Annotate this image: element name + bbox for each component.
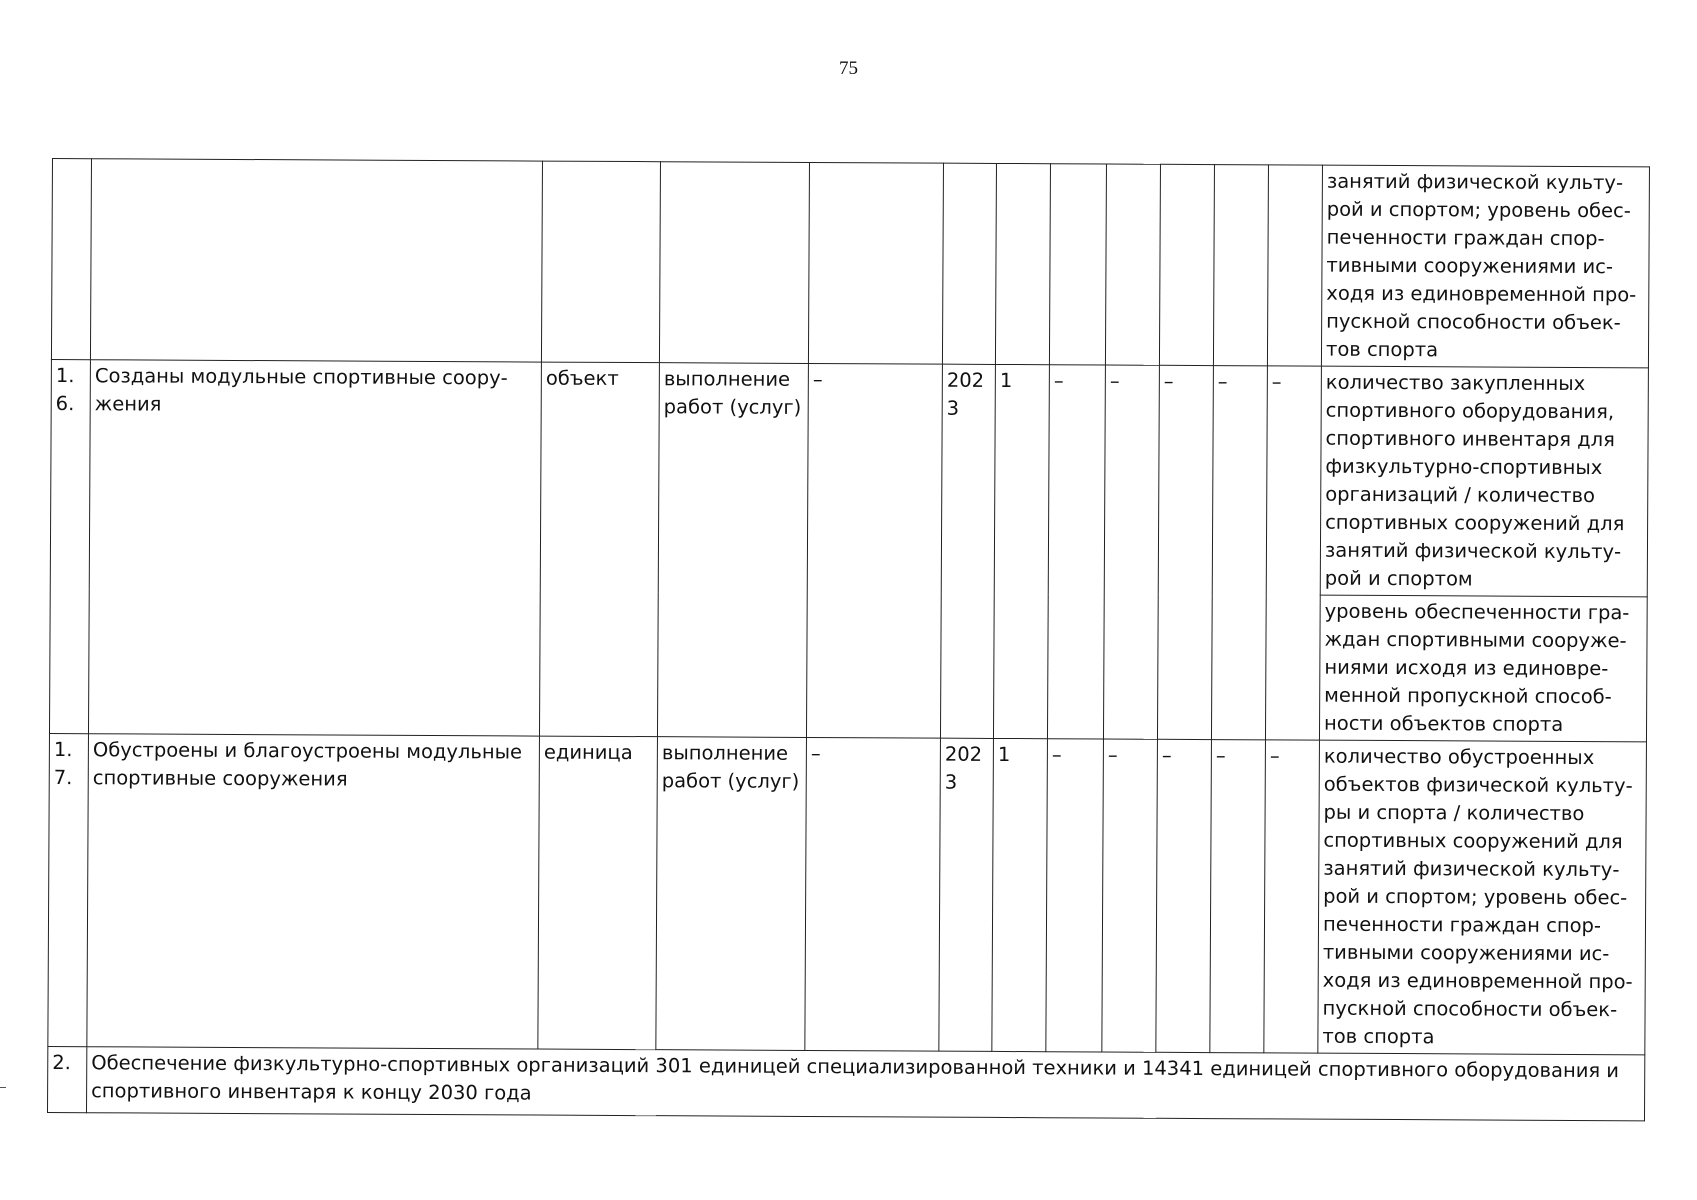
measures-table [47, 158, 1650, 1121]
table-row-1-7 [48, 733, 1647, 1054]
table-row-2 [48, 1046, 1645, 1120]
cell-value [1105, 164, 1160, 365]
cell-num: 2. [48, 1046, 87, 1112]
cell-section-title: Обеспечение физкультурно-спортивных организаций 301 единицей специализированной техники и 14341 единицей спортивного оборудования и спортивного инвентаря к концу 2030 года [87, 1047, 1645, 1121]
table-row-continuation [51, 159, 1649, 368]
cell-indicator: количество обустроенных объектов физической культу-ры и спорта / количество спортивных сооружений для занятий физической культу-рой и спортом; уровень обес-печенности граждан спор-тивными сооружениями ис-ходя из единовременной про-пускной способности объек-тов спорта [1318, 740, 1647, 1055]
cell-year: 2023 [939, 738, 994, 1051]
cell-unit: объект [539, 362, 659, 737]
cell-value: – [1103, 365, 1159, 739]
cell-value: – [1264, 740, 1320, 1053]
cell-value: – [1046, 739, 1104, 1052]
cell-indicator: занятий физической культу-рой и спортом; уровень обес-печенности граждан спор-тивными сооружениями ис-ходя из единовременной про-пускной способности объек-тов спорта [1321, 165, 1649, 368]
cell-value: 1 [993, 364, 1049, 738]
cell-name: Созданы модульные спортивные соору-жения [88, 360, 541, 736]
cell-value: – [1047, 365, 1105, 739]
margin-mark [0, 1087, 6, 1088]
cell-base: – [806, 363, 942, 738]
cell-value [1213, 165, 1268, 366]
cell-value: – [1210, 740, 1266, 1053]
cell-type: выполнение работ (услуг) [657, 363, 808, 738]
cell-value [1267, 165, 1322, 366]
cell-type: выполнение работ (услуг) [656, 737, 807, 1051]
cell-value [1159, 164, 1214, 365]
cell-value: – [1211, 366, 1267, 740]
cell-year [942, 163, 996, 364]
cell-name [90, 159, 542, 362]
cell-base [808, 162, 943, 364]
cell-value: – [1265, 366, 1321, 740]
cell-base: – [805, 737, 941, 1051]
cell-unit [541, 161, 660, 363]
cell-name: Обустроены и благоустроены модульные спортивные сооружения [87, 734, 540, 1049]
cell-value: – [1102, 739, 1158, 1052]
cell-value: – [1156, 739, 1212, 1052]
cell-type [659, 162, 809, 364]
cell-num [51, 159, 91, 360]
cell-indicator: уровень обеспеченности гра-ждан спортивными сооруже-ниями исходя из единовре-менной пропускной способ-ности объектов спорта [1319, 595, 1647, 742]
cell-value [995, 163, 1050, 364]
cell-indicator: количество закупленных спортивного оборудования, спортивного инвентаря для физкультурно-спортивных организаций / количество спортивных сооружений для занятий физической культу-рой и спортом [1320, 366, 1648, 597]
cell-unit: единица [538, 736, 658, 1050]
page-number: 75 [839, 58, 858, 79]
table-row-1-6 [50, 359, 1648, 596]
cell-value: 1 [992, 738, 1048, 1051]
cell-num: 1.6. [49, 359, 90, 733]
cell-value: – [1157, 365, 1213, 739]
cell-year: 2023 [940, 364, 995, 738]
cell-num: 1.7. [48, 733, 89, 1046]
cell-value [1049, 164, 1106, 365]
